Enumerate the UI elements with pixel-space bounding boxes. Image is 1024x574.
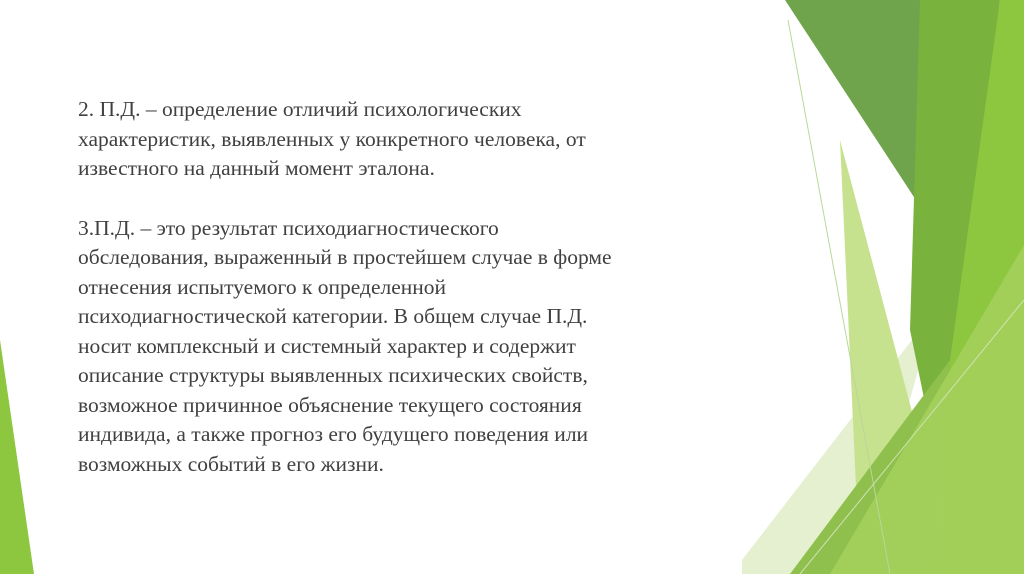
paragraph-2: 2. П.Д. – определение отличий психологических характеристик, выявленных у конкретного человека, от известного на данный момент эталона. [78, 97, 586, 180]
paragraph-3: 3.П.Д. – это результат психодиагностического обследования, выраженный в простейшем случае в форме отнесения испытуемого к определенной психодиагностической категории. В общем случае П.Д. носит комплексный и системный характер и содержит описание структуры выявленных психических свойств, возможное причинное объяснение текущего состояния индивида, а также прогноз его будущего поведения или возможных событий в его жизни. [78, 215, 612, 476]
left-green-strip [0, 340, 34, 574]
slide-body-text [78, 95, 758, 479]
